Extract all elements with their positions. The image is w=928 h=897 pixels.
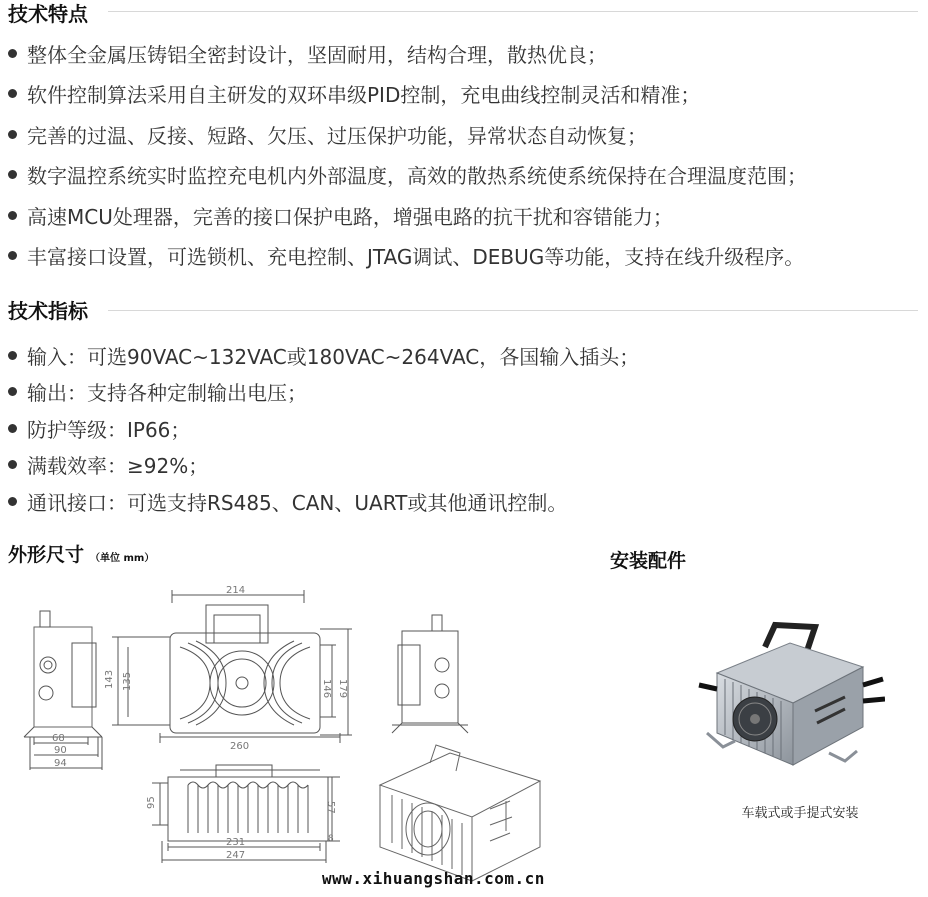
features-divider <box>108 11 918 12</box>
dim-label: 231 <box>226 837 246 848</box>
dim-label: 8 <box>328 834 334 844</box>
list-item: 高速MCU处理器，完善的接口保护电路，增强电路的抗干扰和容错能力； <box>8 195 807 236</box>
charger-photo <box>695 615 885 785</box>
dim-label: 143 <box>104 669 115 689</box>
top-view <box>152 765 340 863</box>
dim-label: 90 <box>54 745 67 756</box>
accessories-title: 安装配件 <box>610 550 687 572</box>
bullet-icon <box>8 351 17 360</box>
specs-divider <box>108 310 918 311</box>
list-item: 软件控制算法采用自主研发的双环串级PID控制，充电曲线控制灵活和精准； <box>8 74 807 115</box>
dim-label: 95 <box>146 796 157 809</box>
list-item: 输出：支持各种定制输出电压； <box>8 374 639 411</box>
bullet-icon <box>8 89 17 98</box>
bullet-icon <box>8 424 17 433</box>
bullet-icon <box>8 387 17 396</box>
list-item: 数字温控系统实时监控充电机内外部温度，高效的散热系统使系统保持在合理温度范围； <box>8 155 807 196</box>
list-item: 防护等级：IP66； <box>8 410 639 447</box>
dim-label: 146 <box>321 679 332 699</box>
dimensions-title: 外形尺寸 （单位 mm） <box>8 544 155 566</box>
bullet-icon <box>8 130 17 139</box>
bullet-icon <box>8 497 17 506</box>
list-item: 整体全金属压铸铝全密封设计，坚固耐用，结构合理，散热优良； <box>8 33 807 74</box>
dim-label: 57 <box>325 801 336 814</box>
bullet-icon <box>8 49 17 58</box>
features-title: 技术特点 <box>8 2 88 26</box>
bullet-icon <box>8 251 17 260</box>
list-item: 输入：可选90VAC~132VAC或180VAC~264VAC，各国输入插头； <box>8 337 639 374</box>
dim-label: 247 <box>226 850 246 861</box>
front-view <box>112 590 352 743</box>
dim-label: 135 <box>122 671 133 691</box>
specs-title: 技术指标 <box>8 299 88 323</box>
list-item: 完善的过温、反接、短路、欠压、过压保护功能，异常状态自动恢复； <box>8 114 807 155</box>
dim-label: 68 <box>52 733 65 744</box>
bullet-icon <box>8 211 17 220</box>
list-item: 通讯接口：可选支持RS485、CAN、UART或其他通讯控制。 <box>8 483 639 520</box>
dim-label: 94 <box>54 758 67 769</box>
side-view-right <box>392 615 468 733</box>
list-item: 满载效率：≥92%； <box>8 447 639 484</box>
dimension-drawings <box>20 585 620 885</box>
accessory-caption: 车载式或手提式安装 <box>741 806 859 821</box>
specs-list <box>8 337 639 520</box>
list-item: 丰富接口设置，可选锁机、充电控制、JTAG调试、DEBUG等功能，支持在线升级程序。 <box>8 236 807 277</box>
bullet-icon <box>8 460 17 469</box>
features-list <box>8 33 807 276</box>
watermark: www.xihuangshan.com.cn <box>322 869 545 888</box>
dim-label: 214 <box>226 585 246 596</box>
bullet-icon <box>8 170 17 179</box>
unit-note: （单位 mm） <box>90 553 155 564</box>
dim-label: 260 <box>230 741 250 752</box>
dim-label: 179 <box>337 679 348 699</box>
isometric-view <box>380 745 540 881</box>
